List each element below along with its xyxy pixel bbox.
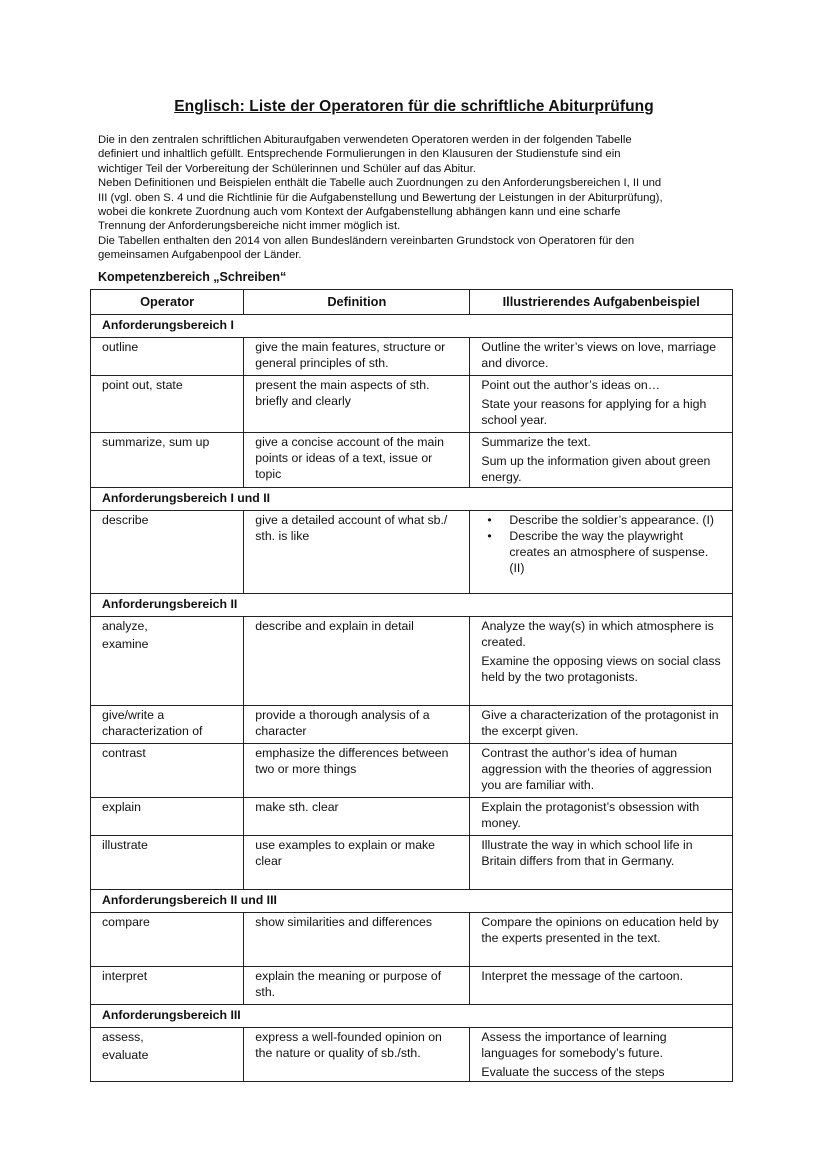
operator-cell <box>91 511 244 594</box>
operator-cell <box>91 706 244 744</box>
example-text: Assess the importance of learning languages for somebody’s future. <box>481 1030 667 1060</box>
operator-text: interpret <box>102 969 148 983</box>
definition-cell: give the main features, structure or general principles of sth. <box>244 338 470 376</box>
operator-cell <box>91 836 244 890</box>
example-cell <box>470 798 733 836</box>
operator-cell <box>91 744 244 798</box>
header-operator: Operator <box>91 290 244 315</box>
table-row <box>91 744 733 798</box>
operator-cell <box>91 376 244 433</box>
operator-text: point out, state <box>102 378 183 392</box>
operator-text: examine <box>102 637 149 651</box>
example-cell <box>470 967 733 1005</box>
band-label: Anforderungsbereich I und II <box>91 488 733 511</box>
table-row <box>91 798 733 836</box>
intro-line: definiert und inhaltlich gefüllt. Entsprechende Formulierungen in den Klausuren der Studienstufe sind ein <box>98 148 621 161</box>
definition-cell: emphasize the differences between two or more things <box>244 744 470 798</box>
band-row <box>91 1005 733 1028</box>
operator-text: outline <box>102 340 139 354</box>
example-text: Analyze the way(s) in which atmosphere is created. <box>481 619 714 649</box>
operator-text: summarize, sum up <box>102 435 210 449</box>
band-row <box>91 890 733 913</box>
operator-text: contrast <box>102 746 146 760</box>
definition-cell: make sth. clear <box>244 798 470 836</box>
band-row <box>91 315 733 338</box>
example-cell <box>470 433 733 488</box>
definition-cell: express a well-founded opinion on the nature or quality of sb./sth. <box>244 1028 470 1082</box>
definition-cell: describe and explain in detail <box>244 617 470 706</box>
example-text: Outline the writer’s views on love, marriage and divorce. <box>481 340 717 370</box>
example-text: Give a characterization of the protagonist in the excerpt given. <box>481 708 719 738</box>
band-label: Anforderungsbereich II <box>91 594 733 617</box>
example-text: Illustrate the way in which school life in Britain differs from that in Germany. <box>481 838 693 868</box>
intro-paragraph <box>98 133 738 263</box>
example-text: Compare the opinions on education held by the experts presented in the text. <box>481 915 719 945</box>
definition-cell: provide a thorough analysis of a character <box>244 706 470 744</box>
intro-line: wichtiger Teil der Vorbereitung der Schülerinnen und Schüler auf das Abitur. <box>98 162 476 175</box>
definition-cell: explain the meaning or purpose of sth. <box>244 967 470 1005</box>
operator-text: compare <box>102 915 150 929</box>
intro-line: Neben Definitionen und Beispielen enthält die Tabelle auch Zuordnungen zu den Anforderungsbereichen I, II und <box>98 177 662 190</box>
example-cell <box>470 1028 733 1082</box>
section-heading: Kompetenzbereich „Schreiben“ <box>98 270 287 284</box>
table-row <box>91 433 733 488</box>
example-text: Explain the protagonist’s obsession with money. <box>481 800 700 830</box>
example-text: Sum up the information given about green energy. <box>481 454 711 484</box>
operator-text: illustrate <box>102 838 148 852</box>
table-row <box>91 836 733 890</box>
band-label: Anforderungsbereich I <box>91 315 733 338</box>
definition-cell: present the main aspects of sth. briefly and clearly <box>244 376 470 433</box>
example-cell <box>470 338 733 376</box>
example-cell <box>470 836 733 890</box>
table-row <box>91 511 733 594</box>
example-cell <box>470 617 733 706</box>
operator-text: analyze, <box>102 619 148 633</box>
example-text: Contrast the author’s idea of human aggression with the theories of aggression you are familiar with. <box>481 746 712 792</box>
table-row <box>91 617 733 706</box>
intro-line: Trennung der Anforderungsbereiche nicht immer möglich ist. <box>98 220 401 233</box>
intro-line: Die Tabellen enthalten den 2014 von allen Bundesländern vereinbarten Grundstock von Operatoren für den <box>98 234 635 247</box>
operator-cell <box>91 617 244 706</box>
example-text: Interpret the message of the cartoon. <box>481 969 684 983</box>
table-row <box>91 338 733 376</box>
example-bullet: • Describe the way the playwright creates an atmosphere of suspense. (II) <box>481 528 722 576</box>
definition-cell: show similarities and differences <box>244 913 470 967</box>
example-cell <box>470 744 733 798</box>
operator-text: assess, <box>102 1030 144 1044</box>
operator-cell <box>91 967 244 1005</box>
header-example: Illustrierendes Aufgabenbeispiel <box>470 290 733 315</box>
intro-line: wobei die konkrete Zuordnung auch vom Kontext der Aufgabenstellung abhängen kann und eine scharfe <box>98 206 621 219</box>
operators-table <box>90 289 733 1082</box>
definition-cell: give a concise account of the main points or ideas of a text, issue or topic <box>244 433 470 488</box>
table-row <box>91 967 733 1005</box>
definition-cell: use examples to explain or make clear <box>244 836 470 890</box>
operator-cell <box>91 338 244 376</box>
operator-cell <box>91 913 244 967</box>
operator-cell <box>91 1028 244 1082</box>
example-cell <box>470 376 733 433</box>
example-text: Summarize the text. <box>481 435 591 449</box>
table-header-row <box>91 290 733 315</box>
operator-text: describe <box>102 513 149 527</box>
example-cell <box>470 511 733 594</box>
operator-text: evaluate <box>102 1048 149 1062</box>
example-bullet: • Describe the soldier’s appearance. (I) <box>481 512 722 528</box>
header-definition: Definition <box>244 290 470 315</box>
intro-line: gemeinsamen Aufgabenpool der Länder. <box>98 249 302 262</box>
example-text: Point out the author’s ideas on… <box>481 378 661 392</box>
table-row <box>91 913 733 967</box>
operator-cell <box>91 433 244 488</box>
document-title: Englisch: Liste der Operatoren für die schriftliche Abiturprüfung <box>174 98 654 115</box>
definition-cell: give a detailed account of what sb./ sth. is like <box>244 511 470 594</box>
operator-cell <box>91 798 244 836</box>
band-row <box>91 594 733 617</box>
intro-line: Die in den zentralen schriftlichen Abituraufgaben verwendeten Operatoren werden in der folgenden Tabelle <box>98 134 632 146</box>
intro-line: III (vgl. oben S. 4 und die Richtlinie für die Aufgabenstellung und Bewertung der Leistungen in der Abiturprüfung), <box>98 191 663 204</box>
example-cell <box>470 706 733 744</box>
example-list <box>481 512 722 576</box>
example-text: Evaluate the success of the steps <box>481 1065 665 1079</box>
band-row <box>91 488 733 511</box>
table-row <box>91 706 733 744</box>
operator-text: explain <box>102 800 141 814</box>
table-row <box>91 1028 733 1082</box>
example-text: State your reasons for applying for a high school year. <box>481 397 707 427</box>
operator-text: give/write a characterization of <box>102 708 203 738</box>
band-label: Anforderungsbereich II und III <box>91 890 733 913</box>
example-cell <box>470 913 733 967</box>
example-text: Examine the opposing views on social class held by the two protagonists. <box>481 654 721 684</box>
table-row <box>91 376 733 433</box>
band-label: Anforderungsbereich III <box>91 1005 733 1028</box>
